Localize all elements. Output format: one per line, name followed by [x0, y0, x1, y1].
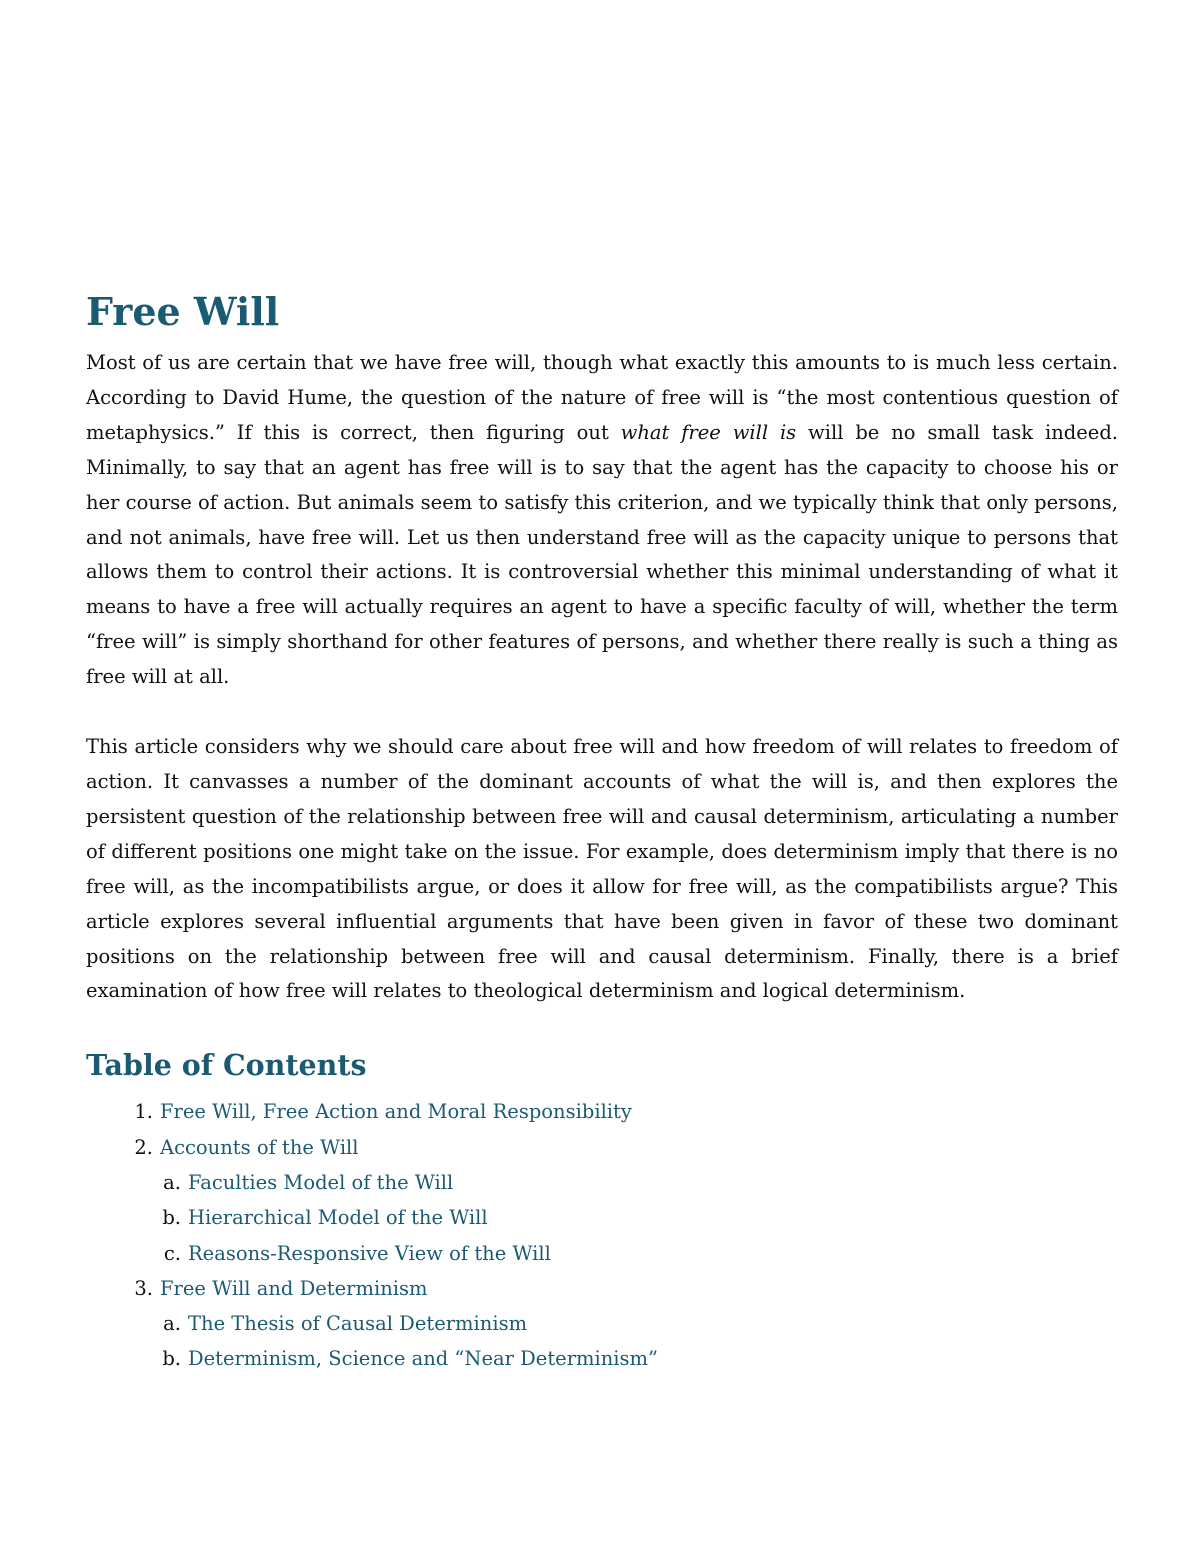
toc-heading: Table of Contents: [86, 1048, 367, 1083]
toc-marker: 2.: [134, 1135, 153, 1159]
table-of-contents: [86, 1094, 1118, 1376]
toc-marker: a.: [163, 1170, 181, 1194]
toc-entry-3a: [86, 1306, 1118, 1341]
toc-entry-2b: [86, 1200, 1118, 1235]
toc-marker: 1.: [134, 1100, 153, 1124]
intro-text-part1: Most of us are certain that we have free will, though what exactly this amounts to is much less certain. According to David Hume, the question of the nature of free will is “the most contentious question of metaphysics.” If this is correct, then figuring out: [86, 351, 1118, 444]
article-title: Free Will: [86, 289, 280, 334]
toc-entry-3: [86, 1271, 1118, 1306]
toc-link-reasons-responsive-view[interactable]: Reasons-Responsive View of the Will: [188, 1241, 551, 1265]
toc-entry-2c: [86, 1236, 1118, 1271]
toc-entry-3b: [86, 1341, 1118, 1376]
article-page: [86, 283, 1118, 1377]
overview-paragraph: This article considers why we should care about free will and how freedom of will relates to freedom of action. It canvasses a number of the dominant accounts of what the will is, and then explores the persistent question of the relationship between free will and causal determinism, articulating a number of different positions one might take on the issue. For example, does determinism imply that there is no free will, as the incompatibilists argue, or does it allow for free will, as the compatibilists argue? This article explores several influential arguments that have been given in favor of these two dominant positions on the relationship between free will and causal determinism. Finally, there is a brief examination of how free will relates to theological determinism and logical determinism.: [86, 735, 1118, 1003]
toc-marker: c.: [163, 1241, 181, 1265]
toc-marker: b.: [162, 1347, 181, 1371]
toc-link-causal-determinism-thesis[interactable]: The Thesis of Causal Determinism: [188, 1312, 528, 1336]
intro-paragraph: [86, 346, 1118, 695]
toc-link-determinism-science-near-determinism[interactable]: Determinism, Science and “Near Determinism”: [188, 1347, 659, 1371]
toc-entry-2: [86, 1130, 1118, 1165]
toc-entry-1: [86, 1094, 1118, 1129]
toc-link-faculties-model[interactable]: Faculties Model of the Will: [188, 1170, 454, 1194]
toc-marker: 3.: [134, 1276, 153, 1300]
toc-entry-2a: [86, 1165, 1118, 1200]
toc-marker: b.: [162, 1206, 181, 1230]
toc-link-accounts-of-the-will[interactable]: Accounts of the Will: [160, 1135, 359, 1159]
intro-text-part2: will be no small task indeed. Minimally, to say that an agent has free will is to say that the agent has the capacity to choose his or her course of action. But animals seem to satisfy this criterion, and we typically think that only persons, and not animals, have free will. Let us then understand free will as the capacity unique to persons that allows them to control their actions. It is controversial whether this minimal understanding of what it means to have a free will actually requires an agent to have a specific faculty of will, whether the term “free will” is simply shorthand for other features of persons, and whether there really is such a thing as free will at all.: [86, 420, 1118, 689]
toc-link-free-will-and-determinism[interactable]: Free Will and Determinism: [160, 1276, 428, 1300]
toc-link-free-will-action-responsibility[interactable]: Free Will, Free Action and Moral Responsibility: [160, 1100, 632, 1124]
article-body: [86, 346, 1118, 1009]
intro-emphasis: what free will is: [620, 420, 797, 444]
toc-marker: a.: [163, 1312, 181, 1336]
toc-link-hierarchical-model[interactable]: Hierarchical Model of the Will: [188, 1206, 488, 1230]
